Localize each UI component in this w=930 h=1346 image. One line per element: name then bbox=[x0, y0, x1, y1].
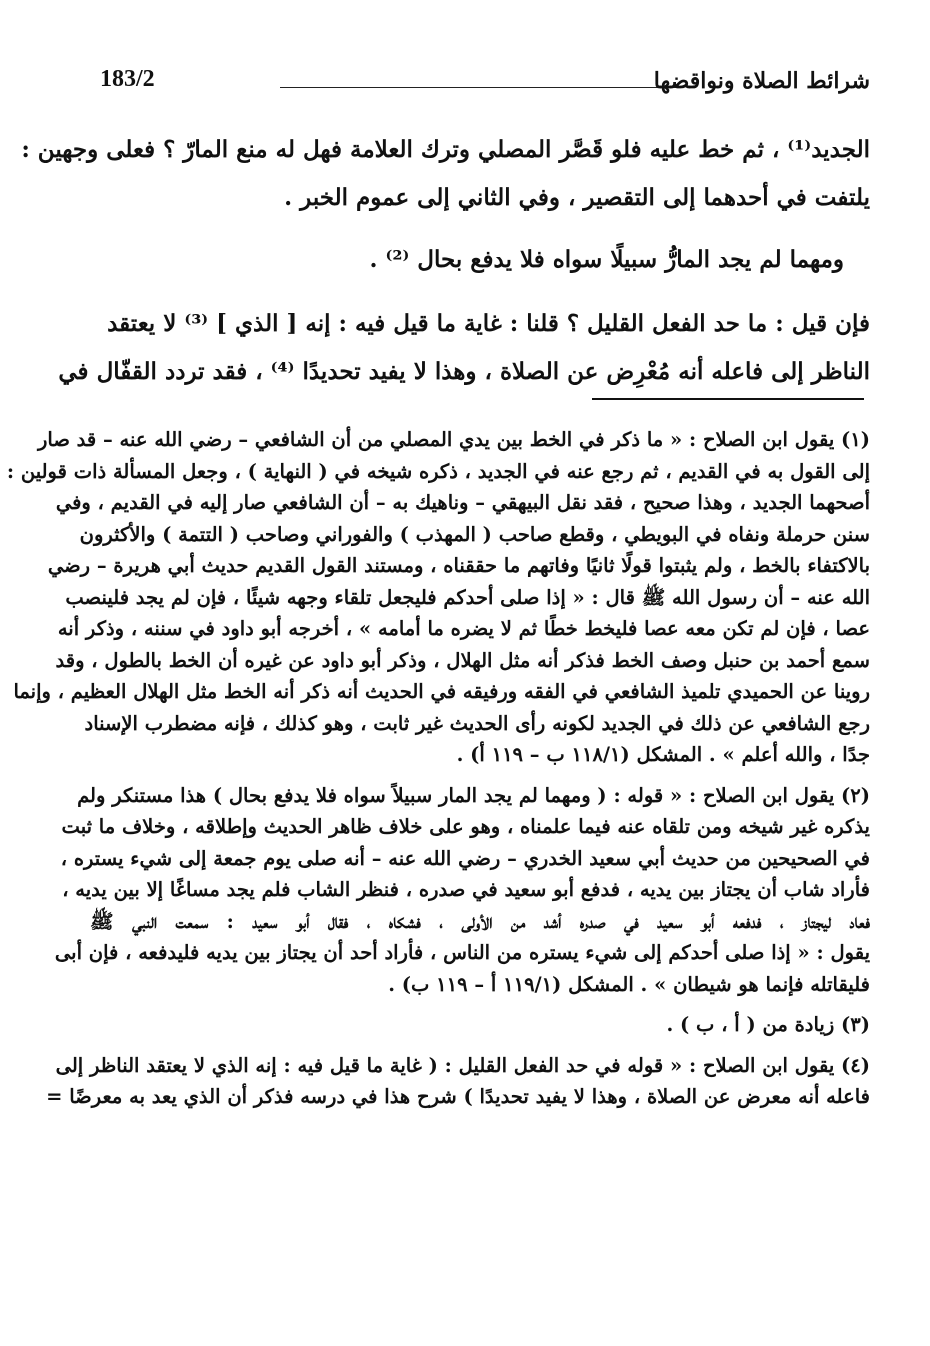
paragraph-1 bbox=[21, 126, 870, 222]
footnote-line: بالاكتفاء بالخط ، ولم يثبتوا قولًا ثانيًا وفاتهم ما حققناه ، ومستند القول القديم حديث أبي هريرة – رضي bbox=[47, 554, 870, 577]
footnotes bbox=[6, 424, 870, 1122]
footnote-line: سنن حرملة ونفاه في البويطي ، وقطع صاحب ( المهذب ) والفوراني وصاحب ( التتمة ) والأكثرون bbox=[79, 522, 870, 546]
footnote-line: (٢) يقول ابن الصلاح : « قوله : ( ومهما لم يجد المار سبيلاً سواه فلا يدفع بحال ) هذا مستنكر ولم bbox=[77, 783, 870, 807]
footnote-line: فليقاتله فإنما هو شيطان » . المشكل (١١٩/١ أ – ١١٩ ب) . bbox=[388, 972, 870, 996]
footnote-line: روينا عن الحميدي تلميذ الشافعي في الفقه ورفيقه في الحديث أنه ذكر أنه الخط مثل الهلال العظيم ، وإنما bbox=[13, 680, 870, 703]
footnote-line: سمع أحمد بن حنبل وصف الخط فذكر أنه مثل الهلال ، وذكر أبو داود عن غيره أن الخط بالطول ، وقد bbox=[55, 648, 870, 672]
footnote-1 bbox=[6, 424, 870, 771]
paragraph-3 bbox=[58, 300, 870, 396]
header-rule bbox=[280, 87, 680, 88]
text-line: الجديد⁽¹⁾ ، ثم خط عليه فلو قَصَّر المصلي وترك العلامة فهل له منع المارّ ؟ فعلى وجهين : bbox=[21, 136, 870, 163]
text-line: يلتفت في أحدهما إلى التقصير ، وفي الثاني إلى عموم الخبر . bbox=[284, 184, 870, 211]
footnote-line: (١) يقول ابن الصلاح : « ما ذكر في الخط بين يدي المصلي من أن الشافعي – رضي الله عنه – قد صار bbox=[37, 428, 870, 451]
footnote-2 bbox=[54, 780, 870, 1001]
text-line: فإن قيل : ما حد الفعل القليل ؟ قلنا : غاية ما قيل فيه : إنه [ الذي ] ⁽³⁾ لا يعتقد bbox=[107, 310, 870, 337]
footnote-line: عصا ، فإن لم تكن معه عصا فليخط خطًا ثم لا يضره ما أمامه » ، أخرجه أبو داود في سننه ، وذكر أنه bbox=[57, 617, 870, 640]
text-line: الناظر إلى فاعله أنه مُعْرِض عن الصلاة ، وهذا لا يفيد تحديدًا ⁽⁴⁾ ، فقد تردد القفّال في bbox=[58, 358, 870, 385]
footnote-separator bbox=[592, 398, 864, 400]
footnote-line: فعاد ليجتاز ، فدفعه أبو سعيد في صدره أشد من الأولى ، فشكاه ، فقال أبو سعيد : سمعت النبي ﷺ bbox=[90, 909, 870, 933]
footnote-line: جدًا ، والله أعلم » . المشكل (١١٨/١ ب – ١١٩ أ) . bbox=[456, 743, 870, 766]
page-number: 183/2 bbox=[100, 66, 155, 92]
text-line: ومهما لم يجد المارُّ سبيلًا سواه فلا يدفع بحال ⁽²⁾ . bbox=[369, 246, 844, 273]
footnote-3 bbox=[90, 1009, 870, 1041]
footnote-line: إلى القول به في القديم ، ثم رجع عنه في الجديد ، ذكره شيخه في ( النهاية ) ، وجعل المسألة ذات قولين : bbox=[6, 459, 870, 483]
page-header bbox=[100, 62, 870, 102]
running-title: شرائط الصلاة ونواقضها bbox=[653, 68, 870, 94]
paragraph-2 bbox=[96, 236, 870, 284]
footnote-line: (٤) يقول ابن الصلاح : « قوله في حد الفعل القليل : ( غاية ما قيل فيه : إنه الذي لا يعتقد الناظر إلى bbox=[55, 1053, 870, 1077]
footnote-line: يذكره غير شيخه ومن تلقاه عنه فيما علمناه ، وهو على خلاف ظاهر الحديث وإطلاقه ، وخلاف ما ثبت bbox=[61, 815, 870, 838]
footnote-line: رجع الشافعي عن ذلك في الجديد لكونه رأى الحديث غير ثابت ، وهو كذلك ، فإنه مضطرب الإسناد bbox=[84, 711, 870, 735]
footnote-line: يقول : « إذا صلى أحدكم إلى شيء يستره من الناس ، فأراد أحد أن يجتاز بين يديه فليدفعه ، فإن أبى bbox=[54, 941, 870, 964]
footnote-4 bbox=[46, 1050, 870, 1113]
main-text bbox=[21, 126, 870, 396]
footnote-line: الله عنه – أن رسول الله ﷺ قال : « إذا صلى أحدكم فليجعل تلقاء وجهه شيئًا ، فإن لم يجد فلينصب bbox=[65, 585, 870, 609]
footnote-line: أصحهما الجديد ، وهذا صحيح ، فقد نقل البيهقي – وناهيك به – أن الشافعي صار إليه في القديم ، وفي bbox=[55, 491, 870, 514]
footnote-line: (٣) زيادة من ( أ ، ب ) . bbox=[666, 1013, 870, 1036]
footnote-line: فاعله أنه معرض عن الصلاة ، وهذا لا يفيد تحديدًا ) شرح هذا في درسه فذكر أن الذي يعد به معرضًا = bbox=[46, 1085, 870, 1108]
footnote-line: في الصحيحين من حديث أبي سعيد الخدري – رضي الله عنه – أنه صلى يوم جمعة إلى شيء يستره ، bbox=[60, 846, 870, 870]
footnote-line: فأراد شاب أن يجتاز بين يديه ، فدفع أبو سعيد في صدره ، فنظر الشاب فلم يجد مساغًا إلا بين يديه ، bbox=[62, 878, 870, 901]
